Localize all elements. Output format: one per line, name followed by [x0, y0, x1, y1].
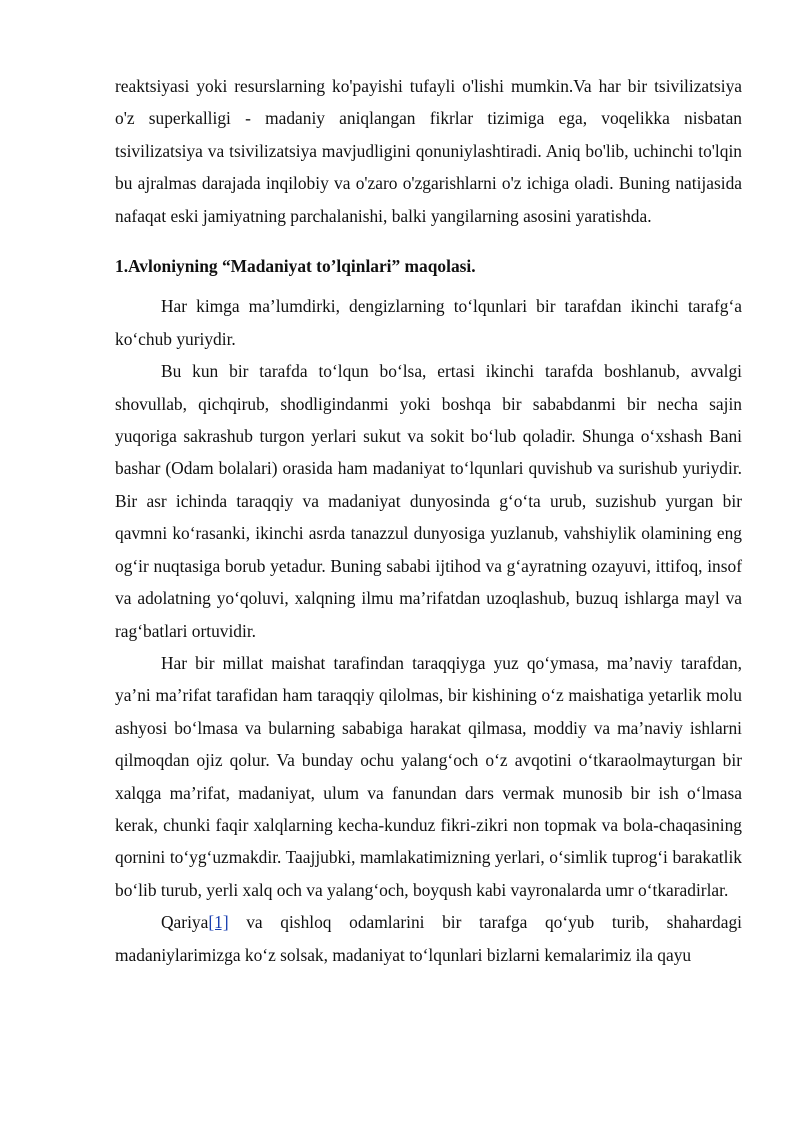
paragraph-intro: reaktsiyasi yoki resurslarning ko'payishi tufayli o'lishi mumkin.Va har bir tsivilizatsiya o'z superkalligi - madaniy aniqlangan fikrlar tizimiga ega, voqelikka nisbatan tsivilizatsiya va tsivilizatsiya mavjudligini qonuniylashtiradi. Aniq bo'lib, uchinchi to'lqin bu ajralmas darajada inqilobiy va o'zaro o'zgarishlarni o'z ichiga oladi. Buning natijasida nafaqat eski jamiyatning parchalanishi, balki yangilarning asosini yaratishda. — [115, 76, 742, 226]
paragraph-4 — [115, 906, 742, 971]
footnote-link[interactable]: [1] — [208, 912, 229, 933]
paragraph-2: Bu kun bir tarafda to‘lqun bo‘lsa, ertasi ikinchi tarafda boshlanub, avvalgi shovullab, qichqirub, shodligindanmi yoki boshqa bir sababdanmi bir necha sajin yuqoriga sakrashub turgon yerlari sukut va sokit bo‘lub qoladir. Shunga o‘xshash Bani bashar (Odam bolalari) orasida ham madaniyat to‘lqunlari quvishub va surishub yuriydir. Bir asr ichinda taraqqiy va madaniyat dunyosinda g‘o‘ta urub, suzishub yurgan bir qavmni ko‘rasanki, ikinchi asrda tanazzul dunyosiga yuzlanub, vahshiylik olamining eng og‘ir nuqtasiga borub yetadur. Buning sababi ijtihod va g‘ayratning ozayuvi, ittifoq, insof va adolatning yo‘qoluvi, xalqning ilmu ma’rifatdan uzoqlashub, buzuq ishlarga mayl va rag‘batlari ortuvidir. — [115, 361, 742, 641]
paragraph-3: Har bir millat maishat tarafindan taraqqiyga yuz qo‘ymasa, ma’naviy tarafdan, ya’ni ma’rifat tarafidan ham taraqqiy qilolmas, bir kishining o‘z maishatiga yetarlik molu ashyosi bo‘lmasa va bularning sababiga harakat qilmasa, moddiy va ma’naviy ishlarni qilmoqdan ojiz qolur. Va bunday ochu yalang‘och o‘z avqotini o‘tkaraolmayturgan bir xalqga ma’rifat, madaniyat, ulum va fanundan dars vermak munosib bir ish o‘lmasa kerak, chunki faqir xalqlarning kecha-kunduz fikri-zikri non topmak va bola-chaqasining qornini to‘yg‘uzmakdir. Taajjubki, mamlakatimizning yerlari, o‘simlik tuprog‘i barakatlik bo‘lib turub, yerli xalq och va yalang‘och, boyqush kabi vayronalarda umr o‘tkaradirlar. — [115, 652, 742, 900]
paragraph-1: Har kimga ma’lumdirki, dengizlarning to‘lqunlari bir tarafdan ikinchi tarafg‘a ko‘chub yuriydir. — [115, 296, 742, 349]
paragraph-4-rest: va qishloq odamlarini bir tarafga qo‘yub turib, shahardagi madaniylarimizga ko‘z solsak, madaniyat to‘lqunlari bizlarni kemalarimiz ila qayu — [115, 912, 742, 965]
document-page — [115, 70, 742, 971]
paragraph-4-start: Qariya — [161, 912, 209, 933]
section-heading: 1.Avloniyning “Madaniyat to’lqinlari” maqolasi. — [115, 256, 476, 277]
